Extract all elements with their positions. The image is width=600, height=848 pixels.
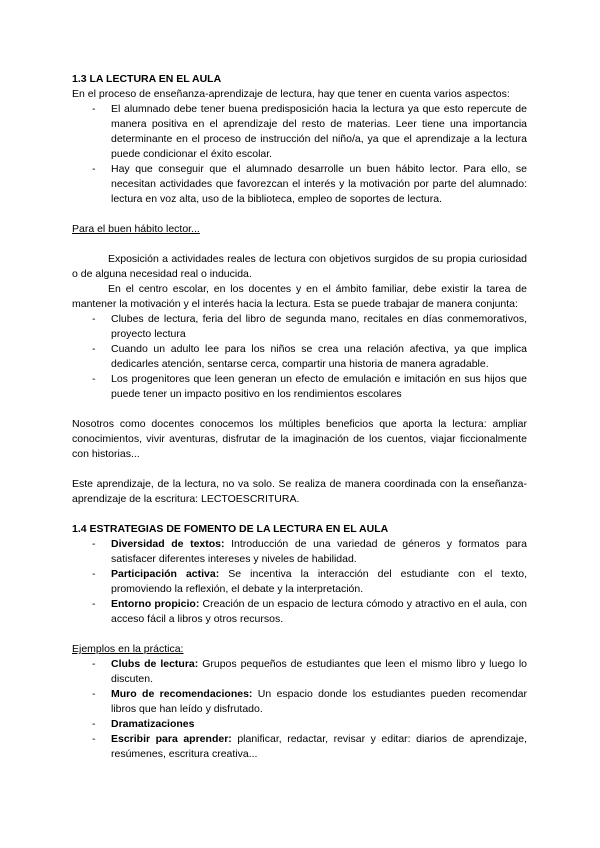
list-item bbox=[72, 537, 527, 567]
list-text: Creación de un espacio de lectura cómodo y atractivo en el aula, con acceso fácil a libros y otros recursos. bbox=[111, 598, 528, 625]
list-item bbox=[72, 732, 527, 762]
paragraph: Nosotros como docentes conocemos los múltiples beneficios que aporta la lectura: ampliar conocimientos, vivir aventuras, disfrutar de la imaginación de los cuentos, viajar ficcionalmente con historias... bbox=[72, 418, 527, 460]
list-text: Grupos pequeños de estudiantes que leen el mismo libro y luego lo discuten. bbox=[111, 658, 527, 685]
list-item bbox=[72, 687, 527, 717]
list-item: - Hay que conseguir que el alumnado desarrolle un buen hábito lector. Para ello, se necesitan actividades que favorezcan el interés y la motivación por parte del alumnado: lectura en voz alta, uso de la biblioteca, empleo de soportes de lectura. bbox=[72, 162, 527, 207]
list-term: Escribir para aprender: bbox=[111, 733, 232, 745]
section-title-1-4: 1.4 ESTRATEGIAS DE FOMENTO DE LA LECTURA EN EL AULA bbox=[72, 523, 389, 535]
list-text: Se incentiva la interacción del estudiante con el texto, promoviendo la reflexión, el debate y la interpretación. bbox=[111, 568, 528, 595]
document-page bbox=[72, 72, 527, 762]
list-term: Clubs de lectura: bbox=[111, 658, 199, 670]
list-item: - Cuando un adulto lee para los niños se crea una relación afectiva, ya que implica dedicarles atención, sentarse cerca, compartir una historia de manera agradable. bbox=[72, 342, 527, 372]
list-term: Muro de recomendaciones: bbox=[111, 688, 253, 700]
paragraph: Este aprendizaje, de la lectura, no va solo. Se realiza de manera coordinada con la enseñanza-aprendizaje de la escritura: LECTOESCRITURA. bbox=[72, 478, 527, 505]
list-text: Un espacio donde los estudiantes pueden recomendar libros que han leído y disfrutado. bbox=[111, 688, 527, 715]
list-term: Participación activa: bbox=[111, 568, 220, 580]
list-term: Dramatizaciones bbox=[111, 718, 195, 730]
list-term: Diversidad de textos: bbox=[111, 538, 225, 550]
list-item bbox=[72, 597, 527, 627]
list-text: Introducción de una variedad de géneros y formatos para satisfacer diferentes intereses y niveles de habilidad. bbox=[111, 538, 527, 565]
aspects-list bbox=[72, 102, 527, 207]
habit-heading: Para el buen hábito lector... bbox=[72, 223, 200, 235]
list-item: - Los progenitores que leen generan un efecto de emulación e imitación en sus hijos que puede tener un impacto positivo en los rendimientos escolares bbox=[72, 372, 527, 402]
section-intro: En el proceso de enseñanza-aprendizaje de lectura, hay que tener en cuenta varios aspectos: bbox=[72, 88, 510, 100]
strategies-list bbox=[72, 537, 527, 627]
list-term: Entorno propicio: bbox=[111, 598, 200, 610]
list-item bbox=[72, 567, 527, 597]
examples-list bbox=[72, 657, 527, 762]
examples-heading: Ejemplos en la práctica: bbox=[72, 643, 184, 655]
list-item: - Clubes de lectura, feria del libro de segunda mano, recitales en días conmemorativos, proyecto lectura bbox=[72, 312, 527, 342]
paragraph: En el centro escolar, en los docentes y en el ámbito familiar, debe existir la tarea de mantener la motivación y el interés hacia la lectura. Esta se puede trabajar de manera conjunta: bbox=[72, 283, 527, 310]
section-title-1-3: 1.3 LA LECTURA EN EL AULA bbox=[72, 73, 222, 85]
list-text: planificar, redactar, revisar y editar: diarios de aprendizaje, resúmenes, escritura creativa... bbox=[111, 733, 528, 760]
list-item bbox=[72, 717, 527, 732]
paragraph: Exposición a actividades reales de lectura con objetivos surgidos de su propia curiosidad o de alguna necesidad real o inducida. bbox=[72, 253, 527, 280]
list-item bbox=[72, 657, 527, 687]
motivation-list bbox=[72, 312, 527, 402]
list-item: - El alumnado debe tener buena predisposición hacia la lectura ya que esto repercute de manera positiva en el aprendizaje del resto de materias. Leer tiene una importancia determinante en el proceso de instrucción del niño/a, ya que el aprendizaje a la lectura puede condicionar el éxito escolar. bbox=[72, 102, 527, 162]
